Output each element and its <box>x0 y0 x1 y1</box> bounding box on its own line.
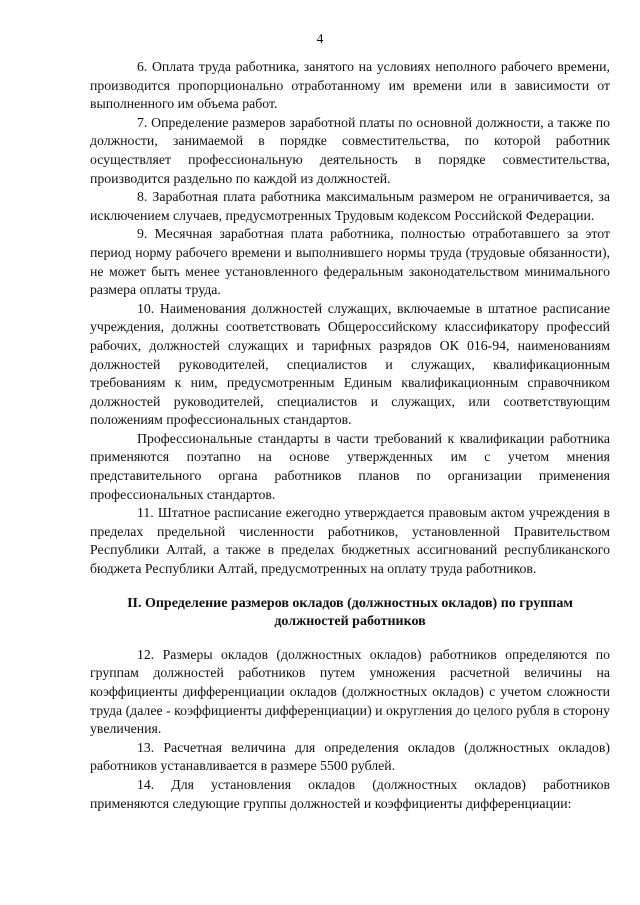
paragraph-11: 11. Штатное расписание ежегодно утверждается правовым актом учреждения в пределах предельной численности работников, установленной Правительством Республики Алтай, а также в пределах бюджетных ассигнований республиканского бюджета Республики Алтай, предусмотренных на оплату труда работников. <box>90 505 610 577</box>
page-number: 4 <box>316 31 324 46</box>
paragraph-6: 6. Оплата труда работника, занятого на условиях неполного рабочего времени, производится пропорционально отработанному им времени или в зависимости от выполненного им объема работ. <box>90 59 610 112</box>
paragraph-10-standards: Профессиональные стандарты в части требований к квалификации работника применяются поэтапно на основе утвержденных им с учетом мнения представительного органа работников планов по организации применения профессиональных стандартов. <box>90 430 610 502</box>
paragraph-8: 8. Заработная плата работника максимальным размером не ограничивается, за исключением случаев, предусмотренных Трудовым кодексом Российской Федерации. <box>90 189 610 223</box>
paragraph-14: 14. Для установления окладов (должностных окладов) работников применяются следующие группы должностей и коэффициенты дифференциации: <box>90 776 610 811</box>
paragraph-10: 10. Наименования должностей служащих, включаемые в штатное расписание учреждения, должны соответствовать Общероссийскому классификатору профессий рабочих, должностей служащих и тарифных разрядов ОК 016-94, наименованиям должностей руководителей, специалистов и служащих, квалификационным требованиям к ним, предусмотренным Единым квалификационным справочником должностей руководителей, специалистов и служащих, или соответствующим положениям профессиональных стандартов. <box>90 300 610 428</box>
section-heading: II. Определение размеров окладов (должностных окладов) по группам должностей работников <box>127 595 573 630</box>
paragraph-9: 9. Месячная заработная плата работника, полностью отработавшего за этот период норму рабочего времени и выполнившего нормы труда (трудовые обязанности), не может быть менее установленного федеральным законодательством минимального размера оплаты труда. <box>90 226 610 298</box>
document-body <box>90 58 610 813</box>
paragraph-13: 13. Расчетная величина для определения окладов (должностных окладов) работников устанавливается в размере 5500 рублей. <box>90 739 610 774</box>
paragraph-7: 7. Определение размеров заработной платы по основной должности, а также по должности, занимаемой в порядке совместительства, по которой работник осуществляет профессиональную деятельность в порядке совместительства, производится раздельно по каждой из должностей. <box>90 114 610 186</box>
paragraph-12: 12. Размеры окладов (должностных окладов) работников определяются по группам должностей работников путем умножения расчетной величины на коэффициенты дифференциации окладов (должностных окладов) с учетом сложности труда (далее - коэффициенты дифференциации) и округления до целого рубля в сторону увеличения. <box>90 646 610 737</box>
